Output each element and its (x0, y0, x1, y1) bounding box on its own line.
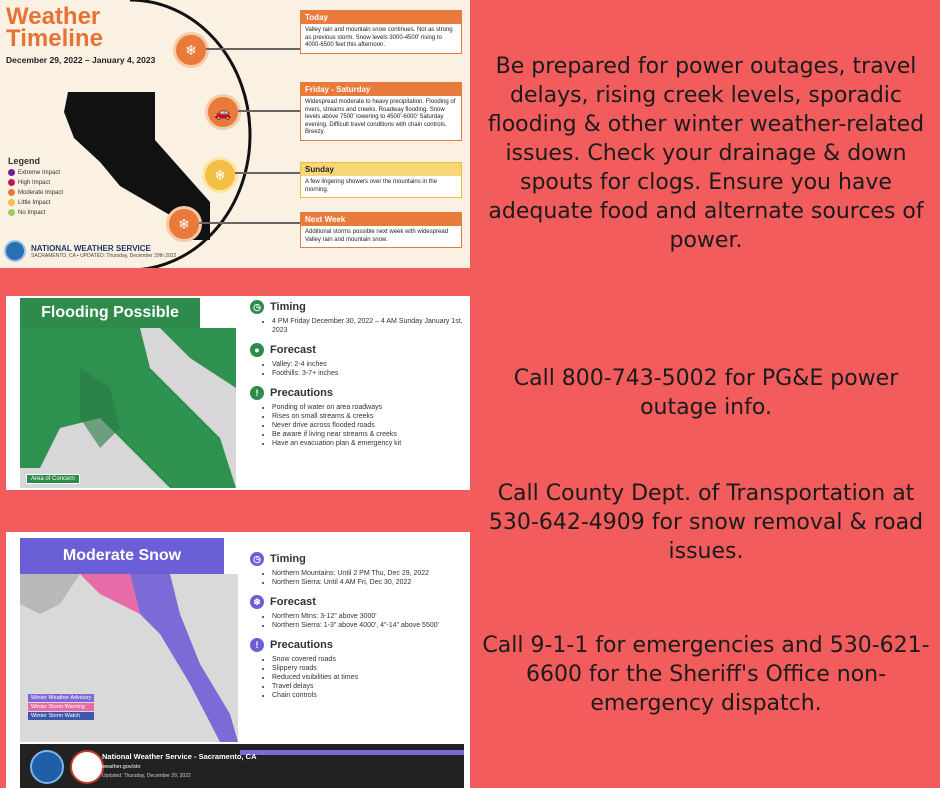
legend-item: Winter Weather Advisory (28, 694, 94, 702)
snowflake-icon: ❄ (250, 595, 264, 609)
footer-strip (240, 750, 464, 755)
timing-list (250, 317, 470, 335)
nws-logo-icon (4, 240, 26, 262)
legend-swatch (8, 209, 15, 216)
preparedness-message: Be prepared for power outages, travel delays, rising creek levels, sporadic flooding & other winter weather-related issues. Check your drainage & down spouts for clogs. Ensure you have adequate food and alternate sources of power. (487, 54, 925, 253)
footer-updated: Updated: Thursday, December 29, 2022 (102, 773, 191, 779)
list-item: • 4 PM Friday December 30, 2022 – 4 AM Sunday January 1st, 2023 (272, 317, 470, 335)
forecast-heading: Forecast (270, 344, 316, 356)
weather-timeline-graphic (0, 0, 470, 268)
timing-heading: Timing (270, 553, 306, 565)
forecast-heading: Forecast (270, 596, 316, 608)
snowflake-icon: ❄ (202, 157, 238, 193)
flood-title: Flooding Possible (20, 298, 200, 328)
precautions-list (250, 403, 470, 448)
area-of-concern-label: Area of Concern (26, 474, 80, 484)
list-item: • Rises on small streams & creeks (272, 412, 470, 421)
timeline-box-today (300, 10, 462, 54)
nws-updated: SACRAMENTO, CA • UPDATED: Thursday, December 29th 2022 (31, 252, 177, 259)
timeline-body: A few lingering showers over the mountains in the morning. (305, 179, 438, 193)
snow-info (250, 552, 439, 708)
nws-footer (20, 744, 464, 788)
legend-swatch (8, 179, 15, 186)
clock-icon: ◷ (250, 552, 264, 566)
legend-swatch (8, 199, 15, 206)
list-item: • Northern Mtns: 3-12" above 3000' (272, 612, 439, 621)
snow-legend (28, 694, 94, 721)
legend-heading: Legend (8, 156, 41, 166)
timeline-arc (120, 0, 320, 268)
nws-name: NATIONAL WEATHER SERVICE (31, 243, 151, 253)
legend-label: Moderate Impact (18, 189, 64, 196)
footer-office: National Weather Service - Sacramento, CA (102, 752, 257, 761)
legend-label: Little Impact (18, 199, 51, 206)
moderate-snow-graphic (6, 532, 470, 788)
connector (206, 48, 300, 50)
list-item: • Reduced visibilities at times (272, 673, 439, 682)
timeline-body: Valley rain and mountain snow continues. Not as strong as previous storm. Snow levels 3000-4500' rising to 4000-6500 feet this afternoon. (305, 27, 453, 48)
list-item: • Be aware if living near streams & creeks (272, 430, 470, 439)
timing-list (250, 569, 439, 587)
legend-item (8, 169, 63, 176)
connector (199, 222, 300, 224)
legend-item (8, 189, 63, 196)
timeline-heading: Today (301, 11, 461, 24)
list-item: • Have an evacuation plan & emergency kit (272, 439, 470, 448)
legend-item (8, 209, 63, 216)
nws-logo-icon (70, 750, 104, 784)
timeline-title: Weather Timeline (6, 3, 103, 52)
legend-item (8, 179, 63, 186)
legend-label: No Impact (18, 209, 46, 216)
flood-map (20, 328, 236, 488)
legend-label: Extreme Impact (18, 169, 61, 176)
nws-branding (4, 240, 176, 262)
connector (238, 110, 300, 112)
timeline-heading: Next Week (301, 213, 461, 226)
forecast-list (250, 360, 470, 378)
water-drop-icon: ● (250, 343, 264, 357)
timeline-heading: Sunday (301, 163, 461, 176)
warning-icon: ! (250, 386, 264, 400)
list-item: • Foothills: 3-7+ inches (272, 369, 470, 378)
flood-info (250, 300, 470, 456)
legend-item: Winter Storm Warning (28, 703, 94, 711)
list-item: • Snow covered roads (272, 655, 439, 664)
precautions-list (250, 655, 439, 700)
list-item: • Travel delays (272, 682, 439, 691)
list-item: • Never drive across flooded roads (272, 421, 470, 430)
footer-url: weather.gov/sto (102, 764, 141, 770)
emergency-info: Call 9-1-1 for emergencies and 530-621-6600 for the Sheriff's Office non-emergency dispatch. (482, 633, 930, 716)
timeline-box-friday-saturday (300, 82, 462, 141)
precautions-heading: Precautions (270, 387, 333, 399)
road-issues-info: Call County Dept. of Transportation at 530-642-4909 for snow removal & road issues. (488, 481, 924, 564)
list-item: • Northern Sierra: 1-3" above 4000', 4"-14" above 5500' (272, 621, 439, 630)
legend-swatch (8, 189, 15, 196)
timing-heading: Timing (270, 301, 306, 313)
timeline-heading: Friday - Saturday (301, 83, 461, 96)
flooding-possible-graphic (6, 296, 470, 490)
timeline-box-sunday (300, 162, 462, 198)
legend-item (8, 199, 63, 206)
precautions-heading: Precautions (270, 639, 333, 651)
list-item: • Slippery roads (272, 664, 439, 673)
clock-icon: ◷ (250, 300, 264, 314)
legend-label: High Impact (18, 179, 51, 186)
list-item: • Chain controls (272, 691, 439, 700)
legend-swatch (8, 169, 15, 176)
forecast-list (250, 612, 439, 630)
list-item: • Valley: 2-4 inches (272, 360, 470, 369)
timeline-body: Widespread moderate to heavy precipitation. Flooding of rivers, streams and creeks. Roadway flooding. Snow levels above 7500' lowering to 4500'-6000' Saturday evening. Difficult travel conditions with chain controls. Breezy. (305, 99, 456, 135)
timeline-dates: December 29, 2022 – January 4, 2023 (6, 55, 156, 65)
rain-snow-icon: ❄ (166, 206, 202, 242)
legend-item: Winter Storm Watch (28, 712, 94, 720)
list-item: • Northern Mountains: Until 2 PM Thu, Dec 29, 2022 (272, 569, 439, 578)
timeline-box-next-week (300, 212, 462, 248)
flood-car-icon: 🚗 (205, 94, 241, 130)
warning-icon: ! (250, 638, 264, 652)
list-item: • Ponding of water on area roadways (272, 403, 470, 412)
timeline-body: Additional storms possible next week with widespread Valley rain and mountain snow. (305, 229, 449, 243)
list-item: • Northern Sierra: Until 4 AM Fri, Dec 30, 2022 (272, 578, 439, 587)
impact-legend (8, 156, 63, 219)
connector (235, 172, 300, 174)
snow-title: Moderate Snow (20, 538, 224, 574)
pge-outage-info: Call 800-743-5002 for PG&E power outage info. (513, 366, 899, 420)
noaa-logo-icon (30, 750, 64, 784)
rain-snow-icon: ❄ (173, 32, 209, 68)
